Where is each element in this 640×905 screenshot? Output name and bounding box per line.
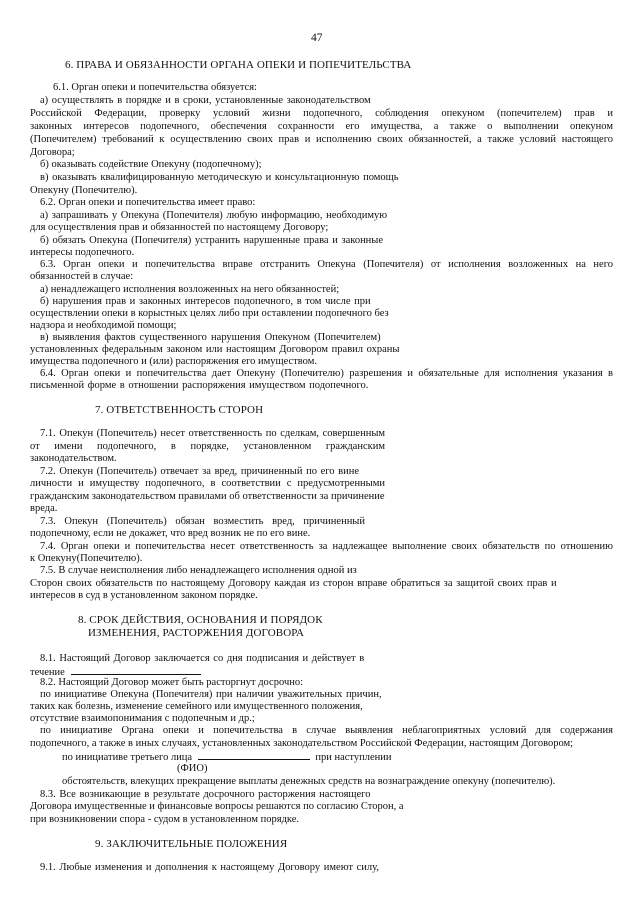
paragraph-line: осуществлении опеки в корыстных целях либо при оставлении подопечного без xyxy=(30,308,389,319)
paragraph-line: Договора имущественные и финансовые вопросы решаются по согласию Сторон, а xyxy=(30,801,404,812)
section-7-title: 7. ОТВЕТСТВЕННОСТЬ СТОРОН xyxy=(95,404,264,416)
paragraph-line: а) осуществлять в порядке и в сроки, установленные законодательством xyxy=(40,95,371,106)
paragraph-line: 8.2. Настоящий Договор может быть расторгнут досрочно: xyxy=(40,677,304,688)
paragraph-line: 7.2. Опекун (Попечитель) отвечает за вред, причиненный по его вине xyxy=(40,466,360,477)
paragraph-line: таких как болезнь, изменение семейного или имущественного положения, xyxy=(30,701,363,712)
paragraph-line xyxy=(62,750,391,764)
paragraph-line: гражданским законодательством правилами об ответственности за причинение xyxy=(30,491,385,502)
paragraph-line: установленных федеральным законом или настоящим Договором правил охраны xyxy=(30,344,400,355)
paragraph-line: для осуществления прав и обязанностей по настоящему Договору; xyxy=(30,222,329,233)
fio-caption: (ФИО) xyxy=(177,763,208,774)
paragraph-line: Сторон своих обязательств по настоящему Договору каждая из сторон вправе обратиться за защитой своих прав и xyxy=(30,578,557,589)
paragraph-line: в) оказывать квалифицированную методическую и консультационную помощь xyxy=(40,172,399,183)
paragraph-line: а) ненадлежащего исполнения возложенных на него обязанностей; xyxy=(40,284,340,295)
paragraph-line: к Опекуну(Попечителю). xyxy=(30,553,143,564)
paragraph-line: имущества подопечного и (или) распоряжения его имуществом. xyxy=(30,356,318,367)
paragraph-line: Опекуну (Попечителю). xyxy=(30,185,138,196)
section-9-title: 9. ЗАКЛЮЧИТЕЛЬНЫЕ ПОЛОЖЕНИЯ xyxy=(95,838,288,850)
paragraph-line: 6.1. Орган опеки и попечительства обязуется: xyxy=(53,82,257,93)
paragraph-line: в) выявления фактов существенного нарушения Опекуном (Попечителем) xyxy=(40,332,381,343)
paragraph-line: 6.2. Орган опеки и попечительства имеет право: xyxy=(40,197,256,208)
paragraph-line: по инициативе Опекуна (Попечителя) при наличии уважительных причин, xyxy=(40,689,382,700)
paragraph-line: по инициативе Органа опеки и попечительства в случае выявления неблагоприятных условий для содержания xyxy=(40,725,613,736)
third-party-label: по инициативе третьего лица xyxy=(62,752,193,763)
paragraph-line: Российской Федерации, проверку условий жизни подопечного, соблюдения опекуном (попечителем) прав и xyxy=(30,108,613,119)
paragraph-line: интересы подопечного. xyxy=(30,247,135,258)
paragraph-line: интересов в суд в установленном законом порядке. xyxy=(30,590,258,601)
paragraph-line: б) обязать Опекуна (Попечителя) устранить нарушенные права и законные xyxy=(40,235,384,246)
section-8-title-line-2: ИЗМЕНЕНИЯ, РАСТОРЖЕНИЯ ДОГОВОРА xyxy=(88,627,305,639)
section-8-title-line-1: 8. СРОК ДЕЙСТВИЯ, ОСНОВАНИЯ И ПОРЯДОК xyxy=(78,614,323,626)
occurrence-label: при наступлении xyxy=(315,752,392,763)
paragraph-line: Договора; xyxy=(30,147,75,158)
paragraph-line: личности и имуществу подопечного, в соответствии с предусмотренными xyxy=(30,478,385,489)
paragraph-line: при возникновении спора - судом в установленном порядке. xyxy=(30,814,300,825)
paragraph-line: отсутствие взаимопонимания с подопечным и др.; xyxy=(30,713,255,724)
paragraph-line: 7.5. В случае неисполнения либо ненадлежащего исполнения одной из xyxy=(40,565,357,576)
paragraph-line: законодательством. xyxy=(30,453,117,464)
paragraph-line: б) оказывать содействие Опекуну (подопечному); xyxy=(40,159,262,170)
paragraph-line: 8.1. Настоящий Договор заключается со дня подписания и действует в xyxy=(40,653,365,664)
paragraph-line: а) запрашивать у Опекуна (Попечителя) любую информацию, необходимую xyxy=(40,210,388,221)
paragraph-line: обязанностей в случае: xyxy=(30,271,134,282)
section-6-title: 6. ПРАВА И ОБЯЗАННОСТИ ОРГАНА ОПЕКИ И ПОПЕЧИТЕЛЬСТВА xyxy=(65,59,412,71)
paragraph-line: б) нарушения прав и законных интересов подопечного, в том числе при xyxy=(40,296,371,307)
paragraph-line: законных интересов подопечного, обеспечения сохранности его имущества, а также о выполнении опекуном xyxy=(30,121,613,132)
paragraph-line: 7.3. Опекун (Попечитель) обязан возместить вред, причиненный xyxy=(40,516,365,527)
paragraph-line: 6.4. Орган опеки и попечительства дает Опекуну (Попечителю) разрешения и обязательные для исполнения указания в xyxy=(40,368,613,379)
third-party-blank-field[interactable] xyxy=(198,750,310,760)
paragraph-line: 6.3. Орган опеки и попечительства вправе отстранить Опекуна (Попечителя) от исполнения возложенных на него xyxy=(40,259,613,270)
page-number: 47 xyxy=(311,32,323,44)
term-label: течение xyxy=(30,667,65,678)
paragraph-line: 7.1. Опекун (Попечитель) несет ответственность по сделкам, совершенным xyxy=(40,428,386,439)
paragraph-line: письменной форме в отношении распоряжения имуществом подопечного. xyxy=(30,380,369,391)
term-blank-field[interactable] xyxy=(71,665,201,675)
paragraph-line: от имени подопечного, в порядке, установленном гражданским xyxy=(30,441,385,452)
paragraph-line: вреда. xyxy=(30,503,58,514)
paragraph-line: (Попечителем) требований к осуществлению своих прав и исполнению своих обязанностей, а также условий настоящего xyxy=(30,134,613,145)
paragraph-line: надзора и необходимой помощи; xyxy=(30,320,177,331)
paragraph-line: 7.4. Орган опеки и попечительства несет ответственность за надлежащее выполнение своих обязательств по отношению xyxy=(40,541,613,552)
paragraph-line: обстоятельств, влекущих прекращение выплаты денежных средств на вознаграждение опекуну (попечителю). xyxy=(62,776,556,787)
paragraph-line: подопечному, если не докажет, что вред возник не по его вине. xyxy=(30,528,311,539)
paragraph-line: подопечного, а также в иных случаях, установленных законодательством Российской Федерации, настоящим Договором; xyxy=(30,738,574,749)
paragraph-line: 8.3. Все возникающие в результате досрочного расторжения настоящего xyxy=(40,789,371,800)
paragraph-line: 9.1. Любые изменения и дополнения к настоящему Договору имеют силу, xyxy=(40,862,379,873)
